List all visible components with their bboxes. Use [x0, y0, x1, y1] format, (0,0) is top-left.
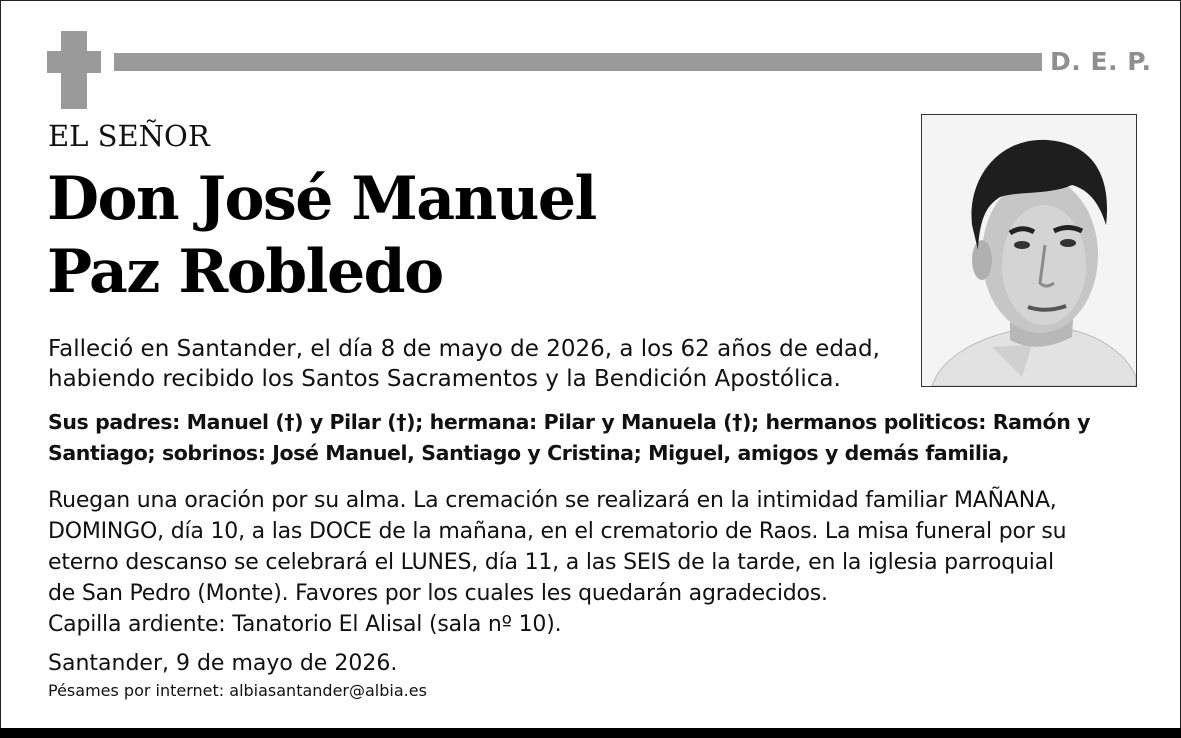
- dep-label: D. E. P.: [1050, 47, 1152, 76]
- honorific: EL SEÑOR: [48, 119, 210, 153]
- death-notice-line: Falleció en Santander, el día 8 de mayo de 2026, a los 62 años de edad,: [48, 336, 880, 362]
- deceased-name: [47, 163, 596, 309]
- chapel-line: Capilla ardiente: Tanatorio El Alisal (sala nº 10).: [48, 612, 562, 637]
- deceased-name-line1: Don José Manuel: [47, 164, 596, 234]
- family-list: Sus padres: Manuel (†) y Pilar (†); hermana: Pilar y Manuela (†); hermanos politicos: Ramón y Santiago; sobrinos: José Manuel, Santiago y Cristina; Miguel, amigos y demás familia,: [48, 410, 1091, 465]
- ceremony-line: eterno descanso se celebrará el LUNES, día 11, a las SEIS de la tarde, en la iglesia parroquial: [48, 550, 1054, 575]
- portrait-image: [922, 115, 1136, 386]
- ceremony-line: de San Pedro (Monte). Favores por los cuales les quedarán agradecidos.: [48, 581, 828, 606]
- ceremony-line: Ruegan una oración por su alma. La cremación se realizará en la intimidad familiar MAÑANA,: [48, 488, 1057, 513]
- header-rule: [114, 53, 1042, 71]
- deceased-name-line2: Paz Robledo: [47, 237, 443, 307]
- cross-icon-arm: [47, 51, 101, 73]
- death-notice: [48, 334, 880, 394]
- condolences-email: Pésames por internet: albiasantander@albia.es: [48, 681, 427, 700]
- portrait-photo: [921, 114, 1137, 387]
- death-notice-line: habiendo recibido los Santos Sacramentos y la Bendición Apostólica.: [48, 366, 841, 392]
- ceremony-notice: [48, 485, 1066, 640]
- dateline: Santander, 9 de mayo de 2026.: [48, 651, 398, 676]
- ceremony-line: DOMINGO, día 10, a las DOCE de la mañana, en el crematorio de Raos. La misa funeral por su: [48, 519, 1067, 544]
- bottom-border: [0, 728, 1181, 738]
